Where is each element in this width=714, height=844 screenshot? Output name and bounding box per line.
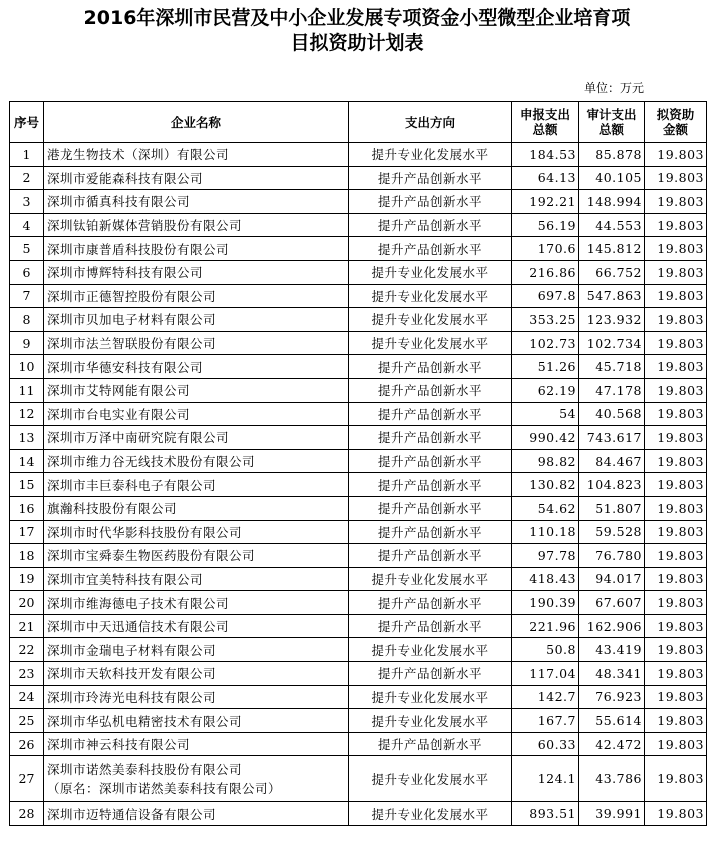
table-row bbox=[10, 260, 707, 284]
cell-company-name: 港龙生物技术（深圳）有限公司 bbox=[44, 143, 349, 167]
cell-audited: 42.472 bbox=[579, 732, 645, 756]
cell-declared: 110.18 bbox=[512, 520, 579, 544]
cell-direction: 提升产品创新水平 bbox=[349, 190, 512, 214]
cell-funding: 19.803 bbox=[645, 260, 707, 284]
cell-seq: 9 bbox=[10, 331, 44, 355]
cell-declared: 221.96 bbox=[512, 614, 579, 638]
cell-declared: 60.33 bbox=[512, 732, 579, 756]
cell-funding: 19.803 bbox=[645, 802, 707, 826]
cell-audited: 104.823 bbox=[579, 473, 645, 497]
funding-table bbox=[9, 101, 707, 826]
cell-declared: 184.53 bbox=[512, 143, 579, 167]
cell-company-name: 深圳市博辉特科技有限公司 bbox=[44, 260, 349, 284]
header-audited-line1: 审计支出 bbox=[586, 107, 637, 122]
cell-funding: 19.803 bbox=[645, 308, 707, 332]
document-title bbox=[0, 6, 714, 56]
cell-declared: 216.86 bbox=[512, 260, 579, 284]
cell-declared: 56.19 bbox=[512, 213, 579, 237]
header-declared bbox=[512, 102, 579, 143]
cell-direction: 提升专业化发展水平 bbox=[349, 709, 512, 733]
cell-direction: 提升专业化发展水平 bbox=[349, 685, 512, 709]
cell-funding: 19.803 bbox=[645, 237, 707, 261]
cell-direction: 提升专业化发展水平 bbox=[349, 638, 512, 662]
cell-seq: 25 bbox=[10, 709, 44, 733]
cell-direction: 提升产品创新水平 bbox=[349, 662, 512, 686]
cell-company-name: 深圳市中天迅通信技术有限公司 bbox=[44, 614, 349, 638]
cell-funding: 19.803 bbox=[645, 544, 707, 568]
cell-seq: 26 bbox=[10, 732, 44, 756]
table-row bbox=[10, 143, 707, 167]
cell-audited: 59.528 bbox=[579, 520, 645, 544]
cell-company-name: 深圳市时代华影科技股份有限公司 bbox=[44, 520, 349, 544]
cell-company-name bbox=[44, 756, 349, 802]
title-line-1: 2016年深圳市民营及中小企业发展专项资金小型微型企业培育项 bbox=[83, 7, 631, 29]
cell-funding: 19.803 bbox=[645, 213, 707, 237]
cell-seq: 8 bbox=[10, 308, 44, 332]
table-row bbox=[10, 567, 707, 591]
cell-direction: 提升产品创新水平 bbox=[349, 402, 512, 426]
company-name-line: 深圳市诺然美泰科技股份有限公司 bbox=[47, 761, 243, 777]
cell-funding: 19.803 bbox=[645, 143, 707, 167]
cell-declared: 990.42 bbox=[512, 426, 579, 450]
header-audited bbox=[579, 102, 645, 143]
cell-company-name: 旗瀚科技股份有限公司 bbox=[44, 496, 349, 520]
cell-funding: 19.803 bbox=[645, 614, 707, 638]
cell-audited: 76.780 bbox=[579, 544, 645, 568]
cell-company-name: 深圳市维力谷无线技术股份有限公司 bbox=[44, 449, 349, 473]
cell-declared: 50.8 bbox=[512, 638, 579, 662]
cell-audited: 45.718 bbox=[579, 355, 645, 379]
table-row bbox=[10, 355, 707, 379]
cell-seq: 20 bbox=[10, 591, 44, 615]
cell-funding: 19.803 bbox=[645, 638, 707, 662]
cell-seq: 24 bbox=[10, 685, 44, 709]
cell-seq: 18 bbox=[10, 544, 44, 568]
cell-seq: 23 bbox=[10, 662, 44, 686]
table-row bbox=[10, 591, 707, 615]
cell-audited: 39.991 bbox=[579, 802, 645, 826]
cell-direction: 提升产品创新水平 bbox=[349, 449, 512, 473]
cell-direction: 提升专业化发展水平 bbox=[349, 567, 512, 591]
cell-company-name: 深圳市华德安科技有限公司 bbox=[44, 355, 349, 379]
cell-company-name: 深圳市玲涛光电科技有限公司 bbox=[44, 685, 349, 709]
cell-funding: 19.803 bbox=[645, 662, 707, 686]
cell-direction: 提升产品创新水平 bbox=[349, 591, 512, 615]
table-header-row bbox=[10, 102, 707, 143]
cell-audited: 66.752 bbox=[579, 260, 645, 284]
cell-funding: 19.803 bbox=[645, 190, 707, 214]
cell-declared: 117.04 bbox=[512, 662, 579, 686]
cell-declared: 51.26 bbox=[512, 355, 579, 379]
cell-company-name: 深圳市维海德电子技术有限公司 bbox=[44, 591, 349, 615]
cell-declared: 142.7 bbox=[512, 685, 579, 709]
table-row bbox=[10, 237, 707, 261]
table-row bbox=[10, 166, 707, 190]
cell-funding: 19.803 bbox=[645, 591, 707, 615]
cell-seq: 16 bbox=[10, 496, 44, 520]
cell-declared: 97.78 bbox=[512, 544, 579, 568]
cell-audited: 40.105 bbox=[579, 166, 645, 190]
cell-audited: 40.568 bbox=[579, 402, 645, 426]
table-row bbox=[10, 638, 707, 662]
cell-direction: 提升产品创新水平 bbox=[349, 544, 512, 568]
cell-audited: 84.467 bbox=[579, 449, 645, 473]
cell-declared: 418.43 bbox=[512, 567, 579, 591]
header-direction: 支出方向 bbox=[349, 102, 512, 143]
cell-audited: 43.786 bbox=[579, 756, 645, 802]
table-row bbox=[10, 402, 707, 426]
cell-declared: 190.39 bbox=[512, 591, 579, 615]
cell-direction: 提升产品创新水平 bbox=[349, 355, 512, 379]
cell-audited: 102.734 bbox=[579, 331, 645, 355]
header-company-name: 企业名称 bbox=[44, 102, 349, 143]
cell-company-name: 深圳市康普盾科技股份有限公司 bbox=[44, 237, 349, 261]
table-row bbox=[10, 520, 707, 544]
cell-direction: 提升产品创新水平 bbox=[349, 426, 512, 450]
table-row bbox=[10, 732, 707, 756]
cell-direction: 提升专业化发展水平 bbox=[349, 260, 512, 284]
cell-company-name: 深圳市贝加电子材料有限公司 bbox=[44, 308, 349, 332]
cell-direction: 提升产品创新水平 bbox=[349, 614, 512, 638]
header-funding-line1: 拟资助 bbox=[656, 107, 695, 122]
cell-funding: 19.803 bbox=[645, 355, 707, 379]
cell-audited: 67.607 bbox=[579, 591, 645, 615]
cell-company-name: 深圳市万泽中南研究院有限公司 bbox=[44, 426, 349, 450]
table-row bbox=[10, 426, 707, 450]
table-row bbox=[10, 496, 707, 520]
cell-direction: 提升专业化发展水平 bbox=[349, 284, 512, 308]
cell-audited: 547.863 bbox=[579, 284, 645, 308]
cell-audited: 48.341 bbox=[579, 662, 645, 686]
table-row bbox=[10, 378, 707, 402]
cell-funding: 19.803 bbox=[645, 166, 707, 190]
cell-direction: 提升产品创新水平 bbox=[349, 732, 512, 756]
cell-seq: 10 bbox=[10, 355, 44, 379]
cell-funding: 19.803 bbox=[645, 473, 707, 497]
cell-declared: 697.8 bbox=[512, 284, 579, 308]
cell-declared: 54 bbox=[512, 402, 579, 426]
table-row bbox=[10, 449, 707, 473]
header-seq: 序号 bbox=[10, 102, 44, 143]
cell-direction: 提升专业化发展水平 bbox=[349, 143, 512, 167]
cell-funding: 19.803 bbox=[645, 284, 707, 308]
cell-company-name: 深圳市宜美特科技有限公司 bbox=[44, 567, 349, 591]
cell-declared: 893.51 bbox=[512, 802, 579, 826]
cell-direction: 提升专业化发展水平 bbox=[349, 331, 512, 355]
table-row bbox=[10, 802, 707, 826]
table-row bbox=[10, 213, 707, 237]
table-row bbox=[10, 756, 707, 802]
cell-seq: 2 bbox=[10, 166, 44, 190]
cell-direction: 提升专业化发展水平 bbox=[349, 802, 512, 826]
cell-seq: 22 bbox=[10, 638, 44, 662]
cell-direction: 提升专业化发展水平 bbox=[349, 308, 512, 332]
cell-seq: 15 bbox=[10, 473, 44, 497]
cell-audited: 85.878 bbox=[579, 143, 645, 167]
cell-funding: 19.803 bbox=[645, 709, 707, 733]
cell-funding: 19.803 bbox=[645, 756, 707, 802]
cell-declared: 353.25 bbox=[512, 308, 579, 332]
cell-company-name: 深圳市艾特网能有限公司 bbox=[44, 378, 349, 402]
cell-audited: 743.617 bbox=[579, 426, 645, 450]
cell-funding: 19.803 bbox=[645, 331, 707, 355]
table-row bbox=[10, 190, 707, 214]
cell-direction: 提升产品创新水平 bbox=[349, 378, 512, 402]
cell-company-name: 深圳市天软科技开发有限公司 bbox=[44, 662, 349, 686]
cell-company-name: 深圳市法兰智联股份有限公司 bbox=[44, 331, 349, 355]
cell-funding: 19.803 bbox=[645, 426, 707, 450]
cell-declared: 167.7 bbox=[512, 709, 579, 733]
cell-audited: 123.932 bbox=[579, 308, 645, 332]
header-declared-line1: 申报支出 bbox=[519, 107, 570, 122]
table-row bbox=[10, 662, 707, 686]
cell-seq: 5 bbox=[10, 237, 44, 261]
header-audited-line2: 总额 bbox=[598, 122, 624, 137]
cell-company-name: 深圳钛铂新媒体营销股份有限公司 bbox=[44, 213, 349, 237]
cell-audited: 47.178 bbox=[579, 378, 645, 402]
cell-audited: 55.614 bbox=[579, 709, 645, 733]
cell-company-name: 深圳市爱能森科技有限公司 bbox=[44, 166, 349, 190]
table-row bbox=[10, 709, 707, 733]
table-row bbox=[10, 614, 707, 638]
cell-seq: 19 bbox=[10, 567, 44, 591]
cell-direction: 提升产品创新水平 bbox=[349, 520, 512, 544]
header-declared-line2: 总额 bbox=[532, 122, 558, 137]
cell-seq: 11 bbox=[10, 378, 44, 402]
cell-declared: 192.21 bbox=[512, 190, 579, 214]
cell-seq: 27 bbox=[10, 756, 44, 802]
cell-funding: 19.803 bbox=[645, 732, 707, 756]
table-row bbox=[10, 308, 707, 332]
cell-company-name: 深圳市华弘机电精密技术有限公司 bbox=[44, 709, 349, 733]
cell-audited: 44.553 bbox=[579, 213, 645, 237]
cell-direction: 提升专业化发展水平 bbox=[349, 756, 512, 802]
cell-audited: 94.017 bbox=[579, 567, 645, 591]
cell-funding: 19.803 bbox=[645, 378, 707, 402]
cell-company-name: 深圳市金瑞电子材料有限公司 bbox=[44, 638, 349, 662]
cell-funding: 19.803 bbox=[645, 520, 707, 544]
cell-seq: 3 bbox=[10, 190, 44, 214]
cell-audited: 145.812 bbox=[579, 237, 645, 261]
header-funding-line2: 金额 bbox=[662, 122, 688, 137]
cell-company-name: 深圳市宝舜泰生物医药股份有限公司 bbox=[44, 544, 349, 568]
cell-seq: 4 bbox=[10, 213, 44, 237]
cell-seq: 14 bbox=[10, 449, 44, 473]
cell-declared: 54.62 bbox=[512, 496, 579, 520]
cell-audited: 162.906 bbox=[579, 614, 645, 638]
table-row bbox=[10, 685, 707, 709]
cell-declared: 62.19 bbox=[512, 378, 579, 402]
cell-seq: 7 bbox=[10, 284, 44, 308]
cell-direction: 提升产品创新水平 bbox=[349, 237, 512, 261]
table-row bbox=[10, 473, 707, 497]
table-row bbox=[10, 284, 707, 308]
cell-seq: 17 bbox=[10, 520, 44, 544]
cell-seq: 13 bbox=[10, 426, 44, 450]
cell-company-name: 深圳市神云科技有限公司 bbox=[44, 732, 349, 756]
cell-funding: 19.803 bbox=[645, 496, 707, 520]
cell-seq: 21 bbox=[10, 614, 44, 638]
cell-funding: 19.803 bbox=[645, 449, 707, 473]
cell-audited: 51.807 bbox=[579, 496, 645, 520]
company-former-name: （原名：深圳市诺然美泰科技有限公司） bbox=[47, 780, 282, 796]
cell-audited: 148.994 bbox=[579, 190, 645, 214]
cell-funding: 19.803 bbox=[645, 567, 707, 591]
cell-seq: 1 bbox=[10, 143, 44, 167]
cell-seq: 28 bbox=[10, 802, 44, 826]
cell-declared: 98.82 bbox=[512, 449, 579, 473]
cell-seq: 12 bbox=[10, 402, 44, 426]
unit-label: 单位：万元 bbox=[583, 81, 644, 95]
table-body bbox=[10, 143, 707, 826]
cell-company-name: 深圳市台电实业有限公司 bbox=[44, 402, 349, 426]
header-funding bbox=[645, 102, 707, 143]
cell-direction: 提升产品创新水平 bbox=[349, 213, 512, 237]
cell-direction: 提升产品创新水平 bbox=[349, 473, 512, 497]
cell-declared: 64.13 bbox=[512, 166, 579, 190]
cell-declared: 130.82 bbox=[512, 473, 579, 497]
cell-direction: 提升产品创新水平 bbox=[349, 496, 512, 520]
cell-declared: 102.73 bbox=[512, 331, 579, 355]
cell-seq: 6 bbox=[10, 260, 44, 284]
cell-audited: 76.923 bbox=[579, 685, 645, 709]
cell-declared: 170.6 bbox=[512, 237, 579, 261]
table-row bbox=[10, 331, 707, 355]
cell-company-name: 深圳市丰巨泰科电子有限公司 bbox=[44, 473, 349, 497]
cell-company-name: 深圳市正德智控股份有限公司 bbox=[44, 284, 349, 308]
cell-audited: 43.419 bbox=[579, 638, 645, 662]
title-line-2: 目拟资助计划表 bbox=[290, 32, 424, 54]
cell-company-name: 深圳市循真科技有限公司 bbox=[44, 190, 349, 214]
cell-declared: 124.1 bbox=[512, 756, 579, 802]
cell-direction: 提升产品创新水平 bbox=[349, 166, 512, 190]
cell-funding: 19.803 bbox=[645, 402, 707, 426]
cell-company-name: 深圳市迈特通信设备有限公司 bbox=[44, 802, 349, 826]
cell-funding: 19.803 bbox=[645, 685, 707, 709]
table-row bbox=[10, 544, 707, 568]
